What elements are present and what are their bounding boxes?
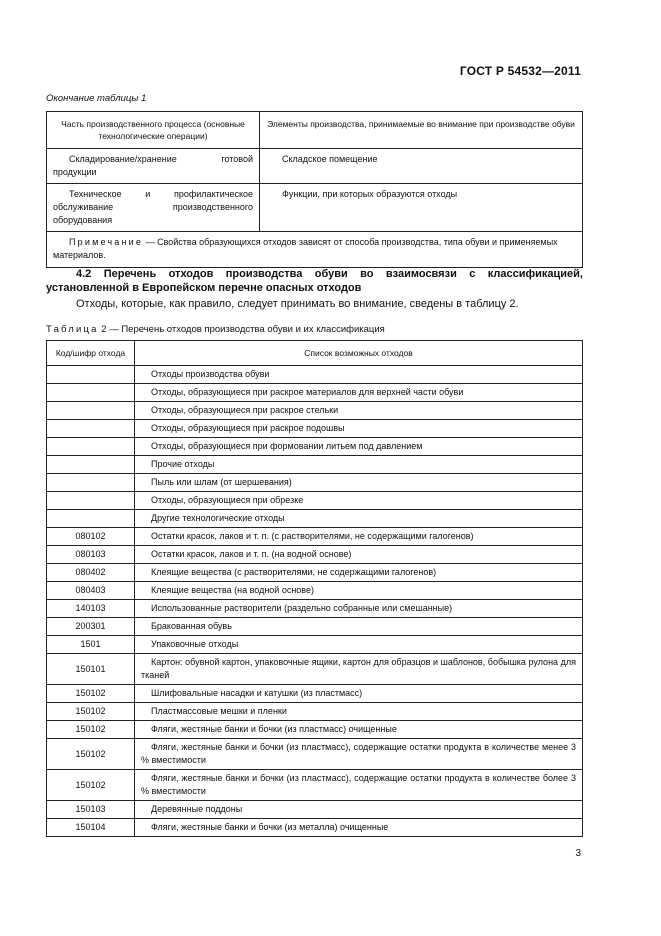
waste-code-cell: [47, 402, 135, 420]
table2-row: [47, 402, 583, 420]
waste-description-cell: Деревянные поддоны: [135, 801, 583, 819]
waste-code-cell: 1501: [47, 636, 135, 654]
waste-description-cell: Остатки красок, лаков и т. п. (на водной основе): [135, 546, 583, 564]
waste-description-cell: Пыль или шлам (от шершевания): [135, 474, 583, 492]
table2-row: [47, 618, 583, 636]
table1-header-row: [47, 112, 583, 149]
note-text: — Свойства образующихся отходов зависят от способа производства, типа обуви и применяемых материалов.: [53, 237, 558, 260]
table2-row: [47, 819, 583, 837]
waste-code-cell: 150104: [47, 819, 135, 837]
table1-note-row: [47, 232, 583, 268]
waste-code-cell: 150102: [47, 739, 135, 770]
table1-elements-cell: Складское помещение: [260, 149, 583, 184]
waste-description-cell: Картон: обувной картон, упаковочные ящики, картон для образцов и шаблонов, бобышка рулона для тканей: [135, 654, 583, 685]
table1-elements-cell: Функции, при которых образуются отходы: [260, 184, 583, 232]
waste-description-cell: Использованные растворители (раздельно собранные или смешанные): [135, 600, 583, 618]
table2-caption-text: 2 — Перечень отходов производства обуви и их классификация: [98, 324, 385, 335]
waste-code-cell: 150102: [47, 721, 135, 739]
table2-row: [47, 721, 583, 739]
table2-row: [47, 366, 583, 384]
page-number: 3: [575, 848, 581, 859]
table2: [46, 340, 583, 837]
table1-note: [47, 232, 583, 268]
table2-row: [47, 456, 583, 474]
waste-code-cell: [47, 510, 135, 528]
table2-row: [47, 564, 583, 582]
table1-process-cell: Техническое и профилактическое обслуживание производственного оборудования: [47, 184, 260, 232]
table2-row: [47, 474, 583, 492]
waste-description-cell: Прочие отходы: [135, 456, 583, 474]
waste-description-cell: Клеящие вещества (с растворителями, не содержащими галогенов): [135, 564, 583, 582]
table1-process-cell: Складирование/хранение готовой продукции: [47, 149, 260, 184]
table2-row: [47, 420, 583, 438]
waste-description-cell: Другие технологические отходы: [135, 510, 583, 528]
standard-code: ГОСТ Р 54532—2011: [459, 64, 581, 78]
waste-description-cell: Отходы, образующиеся при обрезке: [135, 492, 583, 510]
waste-description-cell: Фляги, жестяные банки и бочки (из металла) очищенные: [135, 819, 583, 837]
table2-caption: [46, 324, 385, 335]
table2-row: [47, 703, 583, 721]
table2-row: [47, 384, 583, 402]
waste-description-cell: Пластмассовые мешки и пленки: [135, 703, 583, 721]
waste-code-cell: [47, 420, 135, 438]
table1-row: [47, 149, 583, 184]
waste-code-cell: 200301: [47, 618, 135, 636]
waste-code-cell: 080102: [47, 528, 135, 546]
section-heading: 4.2 Перечень отходов производства обуви во взаимосвязи с классификацией, установленной в Европейском перечне опасных отходов: [46, 268, 583, 294]
waste-description-cell: Отходы, образующиеся при раскрое материалов для верхней части обуви: [135, 384, 583, 402]
waste-code-cell: 150102: [47, 770, 135, 801]
waste-description-cell: Фляги, жестяные банки и бочки (из пластмасс), содержащие остатки продукта в количестве более 3 % вместимости: [135, 770, 583, 801]
waste-code-cell: [47, 474, 135, 492]
waste-description-cell: Клеящие вещества (на водной основе): [135, 582, 583, 600]
waste-description-cell: Отходы, образующиеся при раскрое подошвы: [135, 420, 583, 438]
waste-code-cell: [47, 366, 135, 384]
table2-row: [47, 438, 583, 456]
table2-row: [47, 492, 583, 510]
table2-row: [47, 770, 583, 801]
waste-code-cell: [47, 492, 135, 510]
waste-code-cell: 150101: [47, 654, 135, 685]
waste-description-cell: Отходы производства обуви: [135, 366, 583, 384]
waste-description-cell: Шлифовальные насадки и катушки (из пластмасс): [135, 685, 583, 703]
table2-row: [47, 528, 583, 546]
table1-header-elements: Элементы производства, принимаемые во внимание при производстве обуви: [260, 112, 583, 149]
waste-description-cell: Отходы, образующиеся при раскрое стельки: [135, 402, 583, 420]
note-label: Примечание: [69, 237, 144, 247]
waste-description-cell: Отходы, образующиеся при формовании литьем под давлением: [135, 438, 583, 456]
waste-description-cell: Упаковочные отходы: [135, 636, 583, 654]
table2-header-waste: Список возможных отходов: [135, 341, 583, 366]
table1-header-process: Часть производственного процесса (основные технологические операции): [47, 112, 260, 149]
table1: [46, 111, 583, 268]
waste-code-cell: 150103: [47, 801, 135, 819]
table1-continuation-label: Окончание таблицы 1: [46, 93, 147, 104]
section-text: Отходы, которые, как правило, следует принимать во внимание, сведены в таблицу 2.: [76, 298, 519, 310]
table2-header-code: Код/шифр отхода: [47, 341, 135, 366]
table1-row: [47, 184, 583, 232]
waste-code-cell: [47, 384, 135, 402]
table2-row: [47, 636, 583, 654]
table2-header-row: [47, 341, 583, 366]
waste-code-cell: 080403: [47, 582, 135, 600]
table2-row: [47, 801, 583, 819]
table2-row: [47, 600, 583, 618]
table2-row: [47, 510, 583, 528]
table2-caption-label: Таблица: [46, 324, 99, 335]
waste-code-cell: 150102: [47, 685, 135, 703]
waste-description-cell: Фляги, жестяные банки и бочки (из пластмасс) очищенные: [135, 721, 583, 739]
table2-body: [47, 366, 583, 837]
table2-row: [47, 546, 583, 564]
waste-code-cell: 080402: [47, 564, 135, 582]
table2-row: [47, 739, 583, 770]
waste-description-cell: Фляги, жестяные банки и бочки (из пластмасс), содержащие остатки продукта в количестве менее 3 % вместимости: [135, 739, 583, 770]
waste-code-cell: [47, 438, 135, 456]
waste-code-cell: 150102: [47, 703, 135, 721]
waste-code-cell: 140103: [47, 600, 135, 618]
table2-row: [47, 654, 583, 685]
table2-row: [47, 685, 583, 703]
waste-code-cell: [47, 456, 135, 474]
waste-description-cell: Остатки красок, лаков и т. п. (с растворителями, не содержащими галогенов): [135, 528, 583, 546]
waste-description-cell: Бракованная обувь: [135, 618, 583, 636]
table2-row: [47, 582, 583, 600]
waste-code-cell: 080103: [47, 546, 135, 564]
